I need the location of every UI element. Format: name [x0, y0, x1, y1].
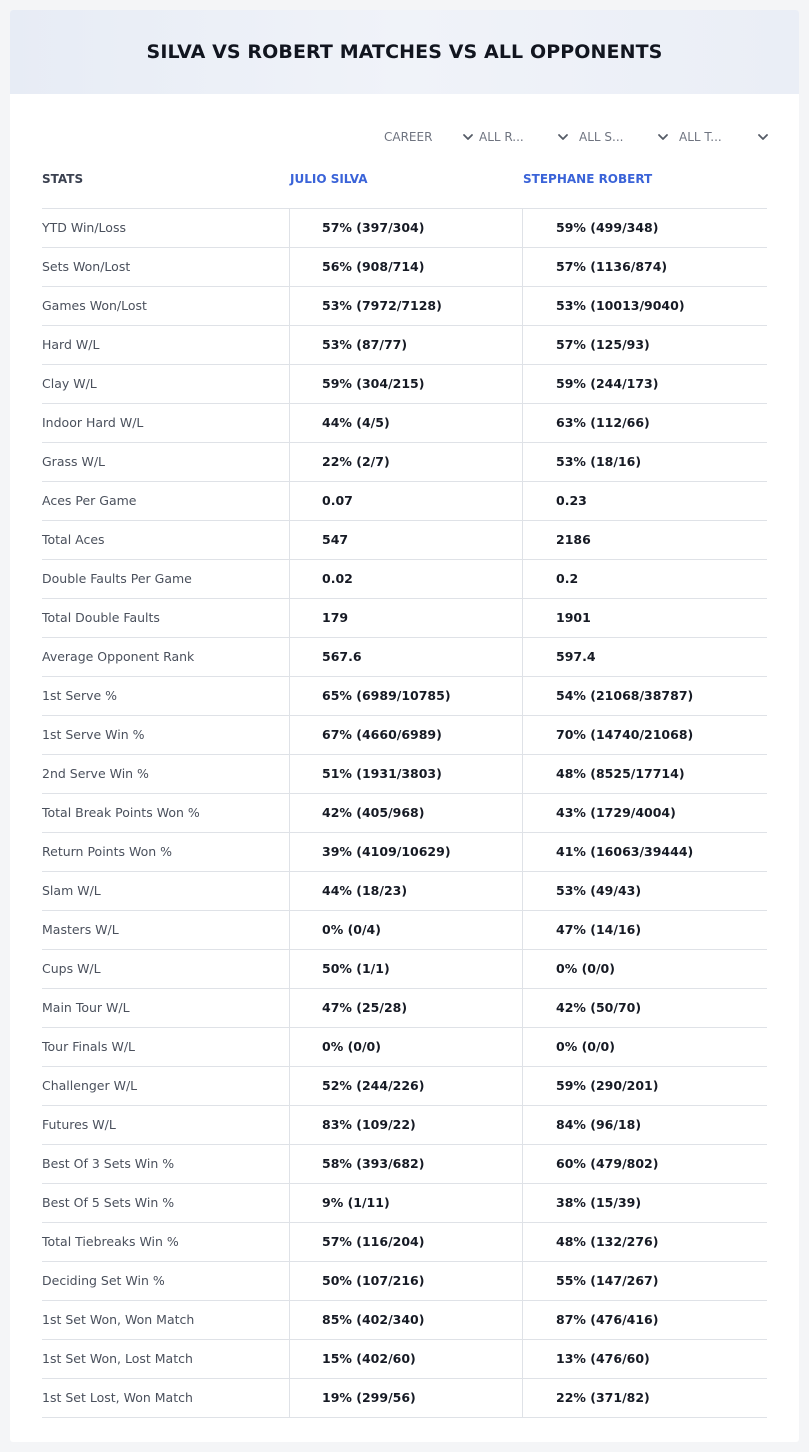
stat-label: Cups W/L: [42, 961, 101, 976]
stat-label: 1st Set Won, Lost Match: [42, 1351, 193, 1366]
table-row: [42, 209, 767, 248]
player2-value: 48% (132/276): [522, 1223, 767, 1261]
stat-label: Total Aces: [42, 532, 105, 547]
table-row: [42, 599, 767, 638]
table-row: [42, 716, 767, 755]
stat-label: Main Tour W/L: [42, 1000, 130, 1015]
player2-value: 47% (14/16): [522, 911, 767, 949]
filter-bar: [10, 127, 799, 147]
table-row: [42, 1067, 767, 1106]
player2-link[interactable]: STEPHANE ROBERT: [523, 172, 653, 186]
stat-label: Return Points Won %: [42, 844, 173, 859]
player2-value: 70% (14740/21068): [522, 716, 767, 754]
player1-value: 51% (1931/3803): [289, 755, 522, 793]
table-row: [42, 833, 767, 872]
player1-value: 0% (0/4): [289, 911, 522, 949]
player1-value: 9% (1/11): [289, 1184, 522, 1222]
chevron-down-icon: [657, 131, 669, 143]
player2-value: 42% (50/70): [522, 989, 767, 1027]
table-row: [42, 443, 767, 482]
table-row: [42, 248, 767, 287]
table-header: [42, 172, 767, 190]
stat-label: Clay W/L: [42, 376, 97, 391]
stat-label: Futures W/L: [42, 1117, 116, 1132]
player2-value: 43% (1729/4004): [522, 794, 767, 832]
table-row: [42, 1340, 767, 1379]
player2-value: 53% (10013/9040): [522, 287, 767, 325]
player2-value: 59% (499/348): [522, 209, 767, 247]
table-row: [42, 755, 767, 794]
player2-value: 0.23: [522, 482, 767, 520]
stat-label: Aces Per Game: [42, 493, 137, 508]
stat-label: Double Faults Per Game: [42, 571, 192, 586]
player1-value: 42% (405/968): [289, 794, 522, 832]
player2-value: 597.4: [522, 638, 767, 676]
table-row: [42, 794, 767, 833]
player1-value: 59% (304/215): [289, 365, 522, 403]
player1-value: 57% (397/304): [289, 209, 522, 247]
table-row: [42, 560, 767, 599]
player1-value: 53% (7972/7128): [289, 287, 522, 325]
player1-value: 44% (18/23): [289, 872, 522, 910]
chevron-down-icon: [757, 131, 769, 143]
player2-value: 63% (112/66): [522, 404, 767, 442]
player1-value: 179: [289, 599, 522, 637]
player2-value: 54% (21068/38787): [522, 677, 767, 715]
table-row: [42, 404, 767, 443]
chevron-down-icon: [557, 131, 569, 143]
stat-label: 1st Set Lost, Won Match: [42, 1390, 193, 1405]
stat-label: Challenger W/L: [42, 1078, 138, 1093]
stat-label: 2nd Serve Win %: [42, 766, 149, 781]
stats-card: [10, 10, 799, 1442]
player2-value: 22% (371/82): [522, 1379, 767, 1417]
player1-value: 39% (4109/10629): [289, 833, 522, 871]
player2-value: 87% (476/416): [522, 1301, 767, 1339]
stat-label: Games Won/Lost: [42, 298, 147, 313]
stat-label: Deciding Set Win %: [42, 1273, 165, 1288]
player2-value: 59% (290/201): [522, 1067, 767, 1105]
player1-value: 44% (4/5): [289, 404, 522, 442]
player1-value: 67% (4660/6989): [289, 716, 522, 754]
stats-column-header: STATS: [42, 172, 84, 186]
table-row: [42, 638, 767, 677]
stat-label: 1st Serve Win %: [42, 727, 145, 742]
stat-label: Average Opponent Rank: [42, 649, 195, 664]
stat-label: Total Break Points Won %: [42, 805, 200, 820]
filter-tournament-label: ALL T...: [679, 130, 722, 144]
player1-value: 547: [289, 521, 522, 559]
filter-round-label: ALL R...: [479, 130, 524, 144]
player2-value: 2186: [522, 521, 767, 559]
stat-label: Hard W/L: [42, 337, 100, 352]
stats-table-body: [42, 208, 767, 1418]
stat-label: Best Of 3 Sets Win %: [42, 1156, 175, 1171]
player2-value: 59% (244/173): [522, 365, 767, 403]
filter-surface-label: ALL S...: [579, 130, 624, 144]
player1-value: 15% (402/60): [289, 1340, 522, 1378]
stat-label: 1st Serve %: [42, 688, 118, 703]
player1-value: 0.07: [289, 482, 522, 520]
stat-label: Sets Won/Lost: [42, 259, 131, 274]
filter-round-select[interactable]: [479, 127, 569, 147]
player2-value: 38% (15/39): [522, 1184, 767, 1222]
filter-tournament-select[interactable]: [679, 127, 769, 147]
player1-value: 65% (6989/10785): [289, 677, 522, 715]
player2-value: 41% (16063/39444): [522, 833, 767, 871]
stat-label: Indoor Hard W/L: [42, 415, 144, 430]
player2-value: 1901: [522, 599, 767, 637]
table-row: [42, 521, 767, 560]
player2-value: 53% (18/16): [522, 443, 767, 481]
table-row: [42, 872, 767, 911]
player1-value: 22% (2/7): [289, 443, 522, 481]
player1-value: 56% (908/714): [289, 248, 522, 286]
table-row: [42, 677, 767, 716]
filter-period-select[interactable]: [384, 127, 474, 147]
table-row: [42, 287, 767, 326]
player2-value: 57% (125/93): [522, 326, 767, 364]
player2-value: 13% (476/60): [522, 1340, 767, 1378]
stat-label: Grass W/L: [42, 454, 106, 469]
table-row: [42, 1301, 767, 1340]
player2-value: 60% (479/802): [522, 1145, 767, 1183]
player2-value: 0% (0/0): [522, 1028, 767, 1066]
stat-label: Tour Finals W/L: [42, 1039, 136, 1054]
table-row: [42, 1184, 767, 1223]
stat-label: 1st Set Won, Won Match: [42, 1312, 195, 1327]
filter-period-label: CAREER: [384, 130, 433, 144]
table-row: [42, 989, 767, 1028]
stat-label: Best Of 5 Sets Win %: [42, 1195, 175, 1210]
stat-label: Masters W/L: [42, 922, 119, 937]
stat-label: Total Tiebreaks Win %: [42, 1234, 179, 1249]
player1-value: 50% (1/1): [289, 950, 522, 988]
player1-value: 85% (402/340): [289, 1301, 522, 1339]
table-row: [42, 1145, 767, 1184]
player1-value: 567.6: [289, 638, 522, 676]
table-row: [42, 1106, 767, 1145]
table-row: [42, 911, 767, 950]
table-row: [42, 1028, 767, 1067]
player1-value: 50% (107/216): [289, 1262, 522, 1300]
player2-value: 57% (1136/874): [522, 248, 767, 286]
table-row: [42, 482, 767, 521]
player1-value: 52% (244/226): [289, 1067, 522, 1105]
player2-value: 48% (8525/17714): [522, 755, 767, 793]
player1-value: 57% (116/204): [289, 1223, 522, 1261]
player2-value: 84% (96/18): [522, 1106, 767, 1144]
table-row: [42, 326, 767, 365]
filter-surface-select[interactable]: [579, 127, 669, 147]
table-row: [42, 365, 767, 404]
stat-label: YTD Win/Loss: [42, 220, 126, 235]
stat-label: Total Double Faults: [42, 610, 160, 625]
player1-value: 19% (299/56): [289, 1379, 522, 1417]
player1-value: 58% (393/682): [289, 1145, 522, 1183]
player1-value: 53% (87/77): [289, 326, 522, 364]
table-row: [42, 1223, 767, 1262]
player1-value: 47% (25/28): [289, 989, 522, 1027]
page-title: SILVA VS ROBERT MATCHES VS ALL OPPONENTS: [146, 41, 663, 63]
table-row: [42, 1379, 767, 1418]
chevron-down-icon: [462, 131, 474, 143]
player1-value: 0.02: [289, 560, 522, 598]
card-header: [10, 10, 799, 94]
player1-value: 83% (109/22): [289, 1106, 522, 1144]
player2-value: 0.2: [522, 560, 767, 598]
table-row: [42, 1262, 767, 1301]
player2-value: 0% (0/0): [522, 950, 767, 988]
player1-link[interactable]: JULIO SILVA: [290, 172, 368, 186]
stat-label: Slam W/L: [42, 883, 101, 898]
player1-value: 0% (0/0): [289, 1028, 522, 1066]
player2-value: 53% (49/43): [522, 872, 767, 910]
table-row: [42, 950, 767, 989]
player2-value: 55% (147/267): [522, 1262, 767, 1300]
